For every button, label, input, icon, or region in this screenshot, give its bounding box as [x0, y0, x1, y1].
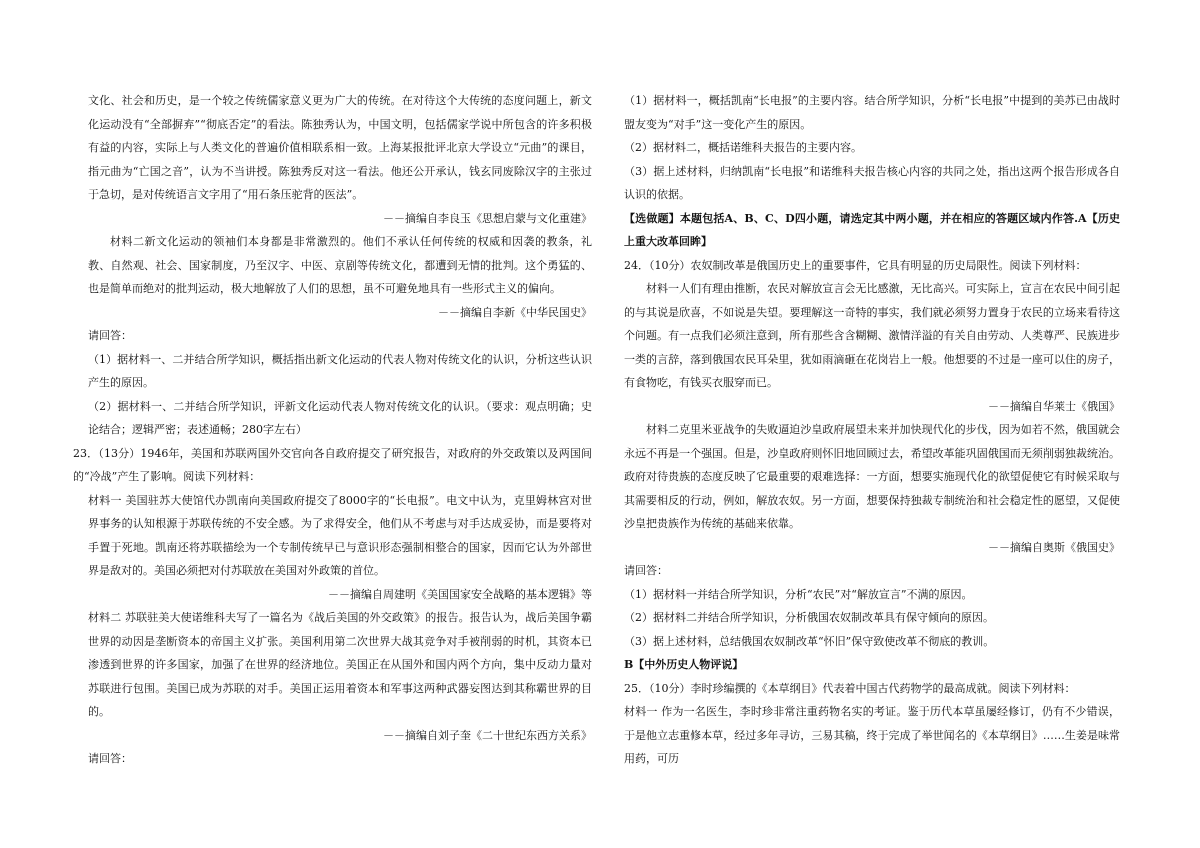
right-paragraph-10: （1）据材料一并结合所学知识，分析“农民”对“解放宣言”不满的原因。: [624, 587, 973, 601]
right-column: [624, 89, 1120, 771]
right-paragraph-5: 材料一人们有理由推断，农民对解放宣言会无比感激，无比高兴。可实际上，宣言在农民中间引起的与其说是欣喜，不如说是失望。要理解这一奇特的事实，我们就必须努力置身于农民的立场来看待这个问题。有一点我们必须注意到，所有那些含含糊糊、激情洋溢的有关自由劳动、人类尊严、民族进步一类的言辞，落到俄国农民耳朵里，犹如雨滴砸在花岗岩上一般。他想要的不过是一座可以住的房子，有食物吃，有钱买衣服穿而已。: [624, 282, 1120, 389]
left-paragraph-5: （1）据材料一、二并结合所学知识，概括指出新文化运动的代表人物对传统文化的认识，分析这些认识产生的原因。: [88, 352, 592, 389]
left-paragraph-4: 请回答：: [88, 329, 132, 342]
right-paragraph-12: （3）据上述材料，总结俄国农奴制改革“怀旧”保守致使改革不彻底的教训。: [624, 634, 995, 648]
right-paragraph-6: －－摘编自华莱士《俄国》: [988, 399, 1120, 413]
left-paragraph-11: －－摘编自刘子奎《二十世纪东西方关系》: [383, 728, 592, 742]
right-paragraph-4: 24．（10分）农奴制改革是俄国历史上的重要事件，它具有明显的历史局限性。阅读下列材料：: [624, 258, 1087, 272]
right-paragraph-13: B【中外历史人物评说】: [624, 658, 744, 671]
left-paragraph-9: －－摘编自周建明《美国国家安全战略的基本逻辑》等: [328, 587, 592, 601]
left-column: [73, 89, 592, 771]
right-paragraph-9: 请回答：: [624, 564, 668, 577]
right-paragraph-2: （3）据上述材料，归纳凯南“长电报”和诺维科夫报告核心内容的共同之处，指出这两个报告形成各自认识的依据。: [624, 164, 1120, 201]
left-paragraph-2: 材料二新文化运动的领袖们本身都是非常激烈的。他们不承认任何传统的权威和因袭的教条，礼教、自然观、社会、国家制度，乃至汉字、中医、京剧等传统文化，都遭到无情的批判。这个勇猛的、也是简单而绝对的批判运动，极大地解放了人们的思想，虽不可避免地具有一些形式主义的偏向。: [88, 235, 592, 295]
left-paragraph-0: 文化、社会和历史，是一个较之传统儒家意义更为广大的传统。在对待这个大传统的态度问题上，新文化运动没有“全部摒弃”“彻底否定”的看法。陈独秀认为，中国文明，包括儒家学说中所包含的许多积极有益的内容，实际上与人类文化的普遍价值相联系相一致。上海某报批评北京大学设立“元曲”的课目，指元曲为“亡国之音”，认为不当讲授。陈独秀反对这一看法。他还公开承认，钱玄同废除汉字的主张过于急切，是对传统语言文字用了“用石条压驼背的医法”。: [88, 94, 592, 201]
right-paragraph-15: 材料一 作为一名医生，李时珍非常注重药物名实的考证。鉴于历代本草虽屡经修订，仍有不少错误，于是他立志重修本草，经过多年寻访，三易其稿，终于完成了举世闻名的《本草纲目》……生姜是味常用药，可历: [624, 705, 1120, 765]
right-paragraph-1: （2）据材料二，概括诺维科夫报告的主要内容。: [624, 141, 862, 154]
right-paragraph-11: （2）据材料二并结合所学知识，分析俄国农奴制改革具有保守倾向的原因。: [624, 611, 994, 624]
left-paragraph-6: （2）据材料一、二并结合所学知识，评新文化运动代表人物对传统文化的认识。（要求：观点明确；史论结合；逻辑严密；表述通畅；280字左右）: [88, 399, 592, 436]
right-paragraph-8: －－摘编自奥斯《俄国史》: [988, 540, 1120, 554]
right-paragraph-14: 25．（10分）李时珍编撰的《本草纲目》代表着中国古代药物学的最高成就。阅读下列材料：: [624, 681, 1076, 695]
left-paragraph-7: 23．（13分）1946年，美国和苏联两国外交官向各自政府提交了研究报告，对政府的外交政策以及两国间的“冷战”产生了影响。阅读下列材料：: [73, 446, 592, 483]
left-paragraph-12: 请回答：: [88, 752, 132, 765]
right-paragraph-7: 材料二克里米亚战争的失败逼迫沙皇政府展望未来并加快现代化的步伐，因为如若不然，俄国就会永远不再是一个强国。但是，沙皇政府则怀旧地回顾过去，希望改革能巩固俄国而无须削弱独裁统治。政府对待贵族的态度反映了它最重要的艰难选择：一方面，想要实施现代化的欲望促使它有时候采取与其需要相反的行动，例如，解放农奴。另一方面，想要保持独裁专制统治和社会稳定性的愿望，又促使沙皇把贵族作为传统的基础来依靠。: [624, 423, 1120, 530]
left-paragraph-10: 材料二 苏联驻美大使诺维科夫写了一篇名为《战后美国的外交政策》的报告。报告认为，战后美国争霸世界的动因是垄断资本的帝国主义扩张。美国利用第二次世界大战其竞争对手被削弱的时机，其资本已渗透到世界的许多国家，加强了在世界的经济地位。美国正在从国外和国内两个方向，集中反动力量对苏联进行包围。美国已成为苏联的对手。美国正运用着资本和军事这两种武器妄图达到其称霸世界的目的。: [88, 611, 592, 718]
right-paragraph-3: 【选做题】本题包括A、B、C、D四小题，请选定其中两小题，并在相应的答题区域内作答.A【历史上重大改革回眸】: [624, 211, 1120, 248]
left-paragraph-8: 材料一 美国驻苏大使馆代办凯南向美国政府提交了8000字的“长电报”。电文中认为，克里姆林宫对世界事务的认知根源于苏联传统的不安全感。为了求得安全，他们从不考虑与对手达成妥协，而是要将对手置于死地。凯南还将苏联描绘为一个专制传统早已与意识形态强制相整合的国家，因而它认为外部世界是敌对的。美国必须把对付苏联放在美国对外政策的首位。: [88, 493, 592, 577]
left-paragraph-3: －－摘编自李新《中华民国史》: [438, 305, 592, 319]
right-paragraph-0: （1）据材料一，概括凯南“长电报”的主要内容。结合所学知识，分析“长电报”中提到的美苏已由战时盟友变为“对手”这一变化产生的原因。: [624, 94, 1120, 131]
left-paragraph-1: －－摘编自李良玉《思想启蒙与文化重建》: [383, 211, 592, 225]
